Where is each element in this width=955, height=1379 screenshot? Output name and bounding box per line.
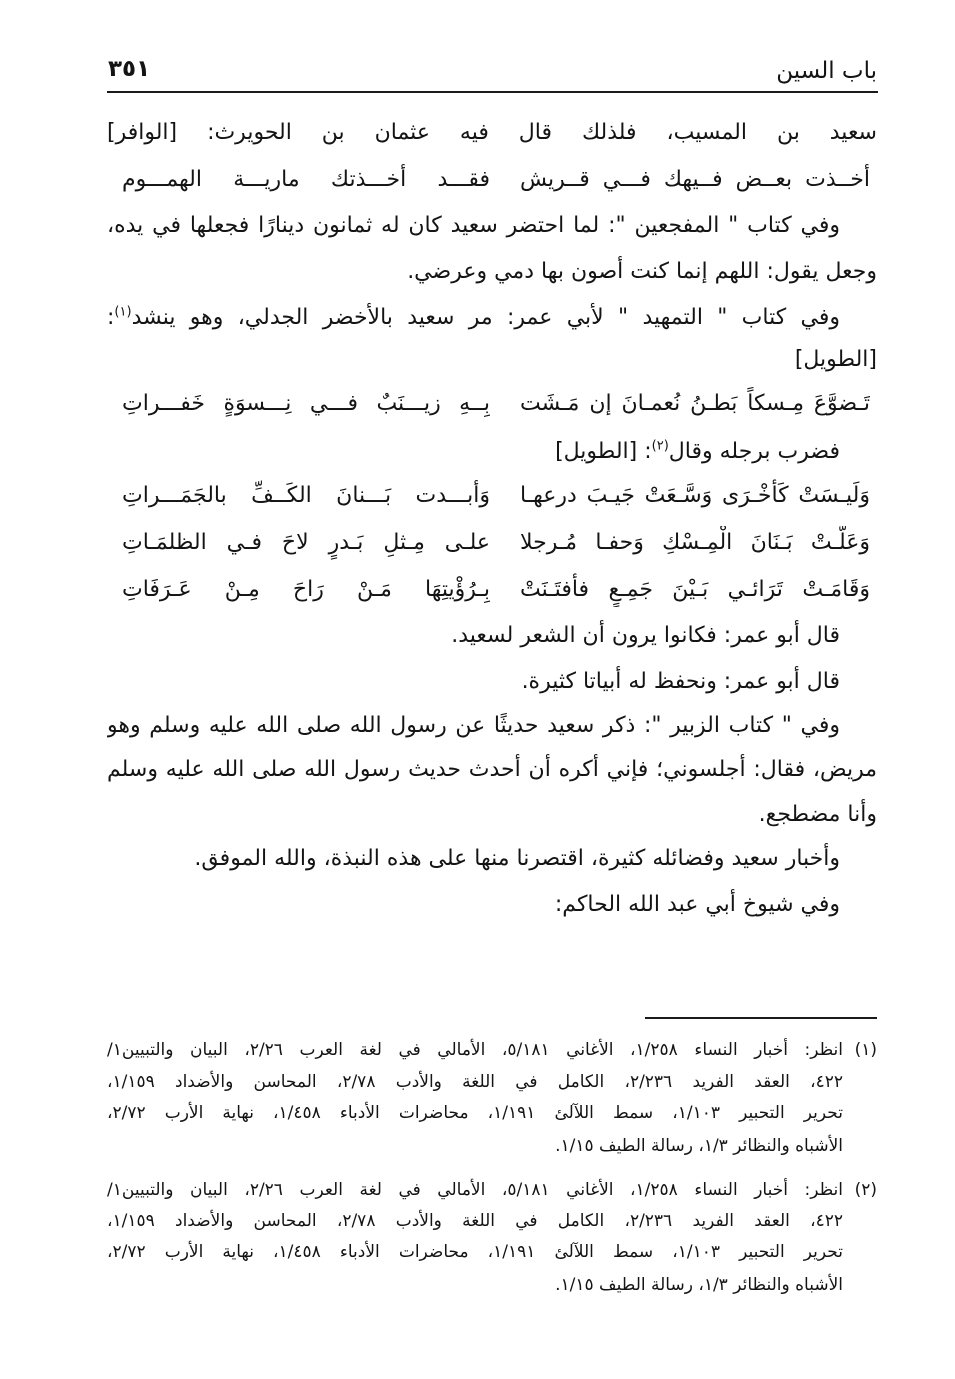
text-segment: : <box>107 305 115 330</box>
footnote-line: تحرير التحبير ١/١٠٣، سمط اللآلئ ١/١٩١، محاضرات الأدباء ١/٤٥٨، نهاية الأرب ٢/٧٢، <box>107 1103 843 1123</box>
page-number: ٣٥١ <box>108 56 151 82</box>
text-line: وفي كتاب " المفجعين ": لما احتضر سعيد كان له ثمانون دينارًا فجعلها في يده، <box>107 213 840 238</box>
footnote-line: الأشباه والنظائر ١/٣، رسالة الطيف ١/١٥. <box>555 1136 843 1156</box>
text-line <box>107 301 840 335</box>
verse-second-hemistich: بِـرُؤْيتِهَا مَـنْ رَاحَ مِـنْ عَـرَفَاتِ <box>122 577 490 602</box>
footnote-line: ٤٢٢، العقد الفريد ٢/٢٣٦، الكامل في اللغة والأدب ٢/٧٨، المحاسن والأضداد ١/١٥٩، <box>107 1072 843 1092</box>
verse-second-hemistich: فقـــد أخـــذتك ماريـــة الهمـــوم <box>122 167 490 192</box>
text-line <box>107 435 840 469</box>
footnote-marker: (٢) <box>854 1180 877 1200</box>
footnote-ref-2: (٢) <box>651 438 669 454</box>
verse-first-hemistich: وَعَلَّـتْ بَـنَانَ الْمِـسْكِ وَحفـا مُـرجلا <box>520 530 870 555</box>
footnote-line: انظر: أخبار النساء ١/٢٥٨، الأغاني ٥/١٨١، الأمالي في لغة العرب ٢/٢٦، البيان والتبيين١/ <box>107 1180 843 1200</box>
text-line: وجعل يقول: اللهم إنما كنت أصون بها دمي وعرضي. <box>407 259 877 284</box>
footnote-ref-1: (١) <box>114 304 132 320</box>
footnote-line: الأشباه والنظائر ١/٣، رسالة الطيف ١/١٥. <box>555 1275 843 1295</box>
text-line: وأنا مضطجع. <box>758 802 877 827</box>
verse-first-hemistich: وَلَيـسَتْ كَأُخْـرَى وَسَّـعَتْ جَيـبَ درعهـا <box>520 483 870 508</box>
text-line: وفي شيوخ أبي عبد الله الحاكم: <box>554 892 840 917</box>
text-segment: فضرب برجله وقال <box>668 439 840 464</box>
footnote-line: انظر: أخبار النساء ١/٢٥٨، الأغاني ٥/١٨١، الأمالي في لغة العرب ٢/٢٦، البيان والتبيين١/ <box>107 1040 843 1060</box>
verse-first-hemistich: وَقَامَـتْ تَرَائـي بَـيْنَ جَمِـعٍ فأفتَـنَتْ <box>520 577 870 602</box>
text-line: قال أبو عمر: ونحفظ له أبياتا كثيرة. <box>521 669 840 694</box>
chapter-title: باب السين <box>776 58 877 84</box>
text-line: وأخبار سعيد وفضائله كثيرة، اقتصرنا منها على هذه النبذة، والله الموفق. <box>194 846 840 871</box>
meter-label: [الطويل] <box>794 347 877 372</box>
text-line: سعيد بن المسيب، فلذلك قال فيه عثمان بن الحويرث: [الوافر] <box>107 120 877 145</box>
footnote-line: تحرير التحبير ١/١٠٣، سمط اللآلئ ١/١٩١، محاضرات الأدباء ١/٤٥٨، نهاية الأرب ٢/٧٢، <box>107 1242 843 1262</box>
verse-second-hemistich: وَأبـــدت بَـــنانَ الكَــفِّ بالجَمَـــراتِ <box>122 483 490 508</box>
footnote-line: ٤٢٢، العقد الفريد ٢/٢٣٦، الكامل في اللغة والأدب ٢/٧٨، المحاسن والأضداد ١/١٥٩، <box>107 1211 843 1231</box>
footnote-separator <box>645 1017 877 1019</box>
text-line: مريض، فقال: أجلسوني؛ فإني أكره أن أحدث حديث رسول الله صلى الله عليه وسلم <box>107 757 877 782</box>
text-line: وفي " كتاب الزبير ": ذكر سعيد حديثًا عن رسول الله صلى الله عليه وسلم وهو <box>107 713 840 738</box>
header-rule <box>107 91 878 93</box>
verse-second-hemistich: علـى مِـثلِ بَـدرٍ لاحَ فـي الظلمَـاتِ <box>122 530 490 555</box>
footnote-marker: (١) <box>854 1040 877 1060</box>
verse-second-hemistich: بِــهِ زيـــنَبٌ فـــي نِـــسوَةٍ خَفـــراتِ <box>122 391 490 416</box>
text-line: قال أبو عمر: فكانوا يرون أن الشعر لسعيد. <box>451 623 840 648</box>
text-segment: : [الطويل] <box>555 439 652 464</box>
text-segment: وفي كتاب " التمهيد " لأبي عمر: مر سعيد بالأخضر الجدلي، وهو ينشد <box>131 305 840 330</box>
verse-first-hemistich: أخــذت بعــض فــيهك فـــي قــريش <box>520 167 870 192</box>
verse-first-hemistich: تَـضوَّعَ مِـسكاً بَطـنُ نُعمـانَ إن مَـشَت <box>520 391 870 416</box>
